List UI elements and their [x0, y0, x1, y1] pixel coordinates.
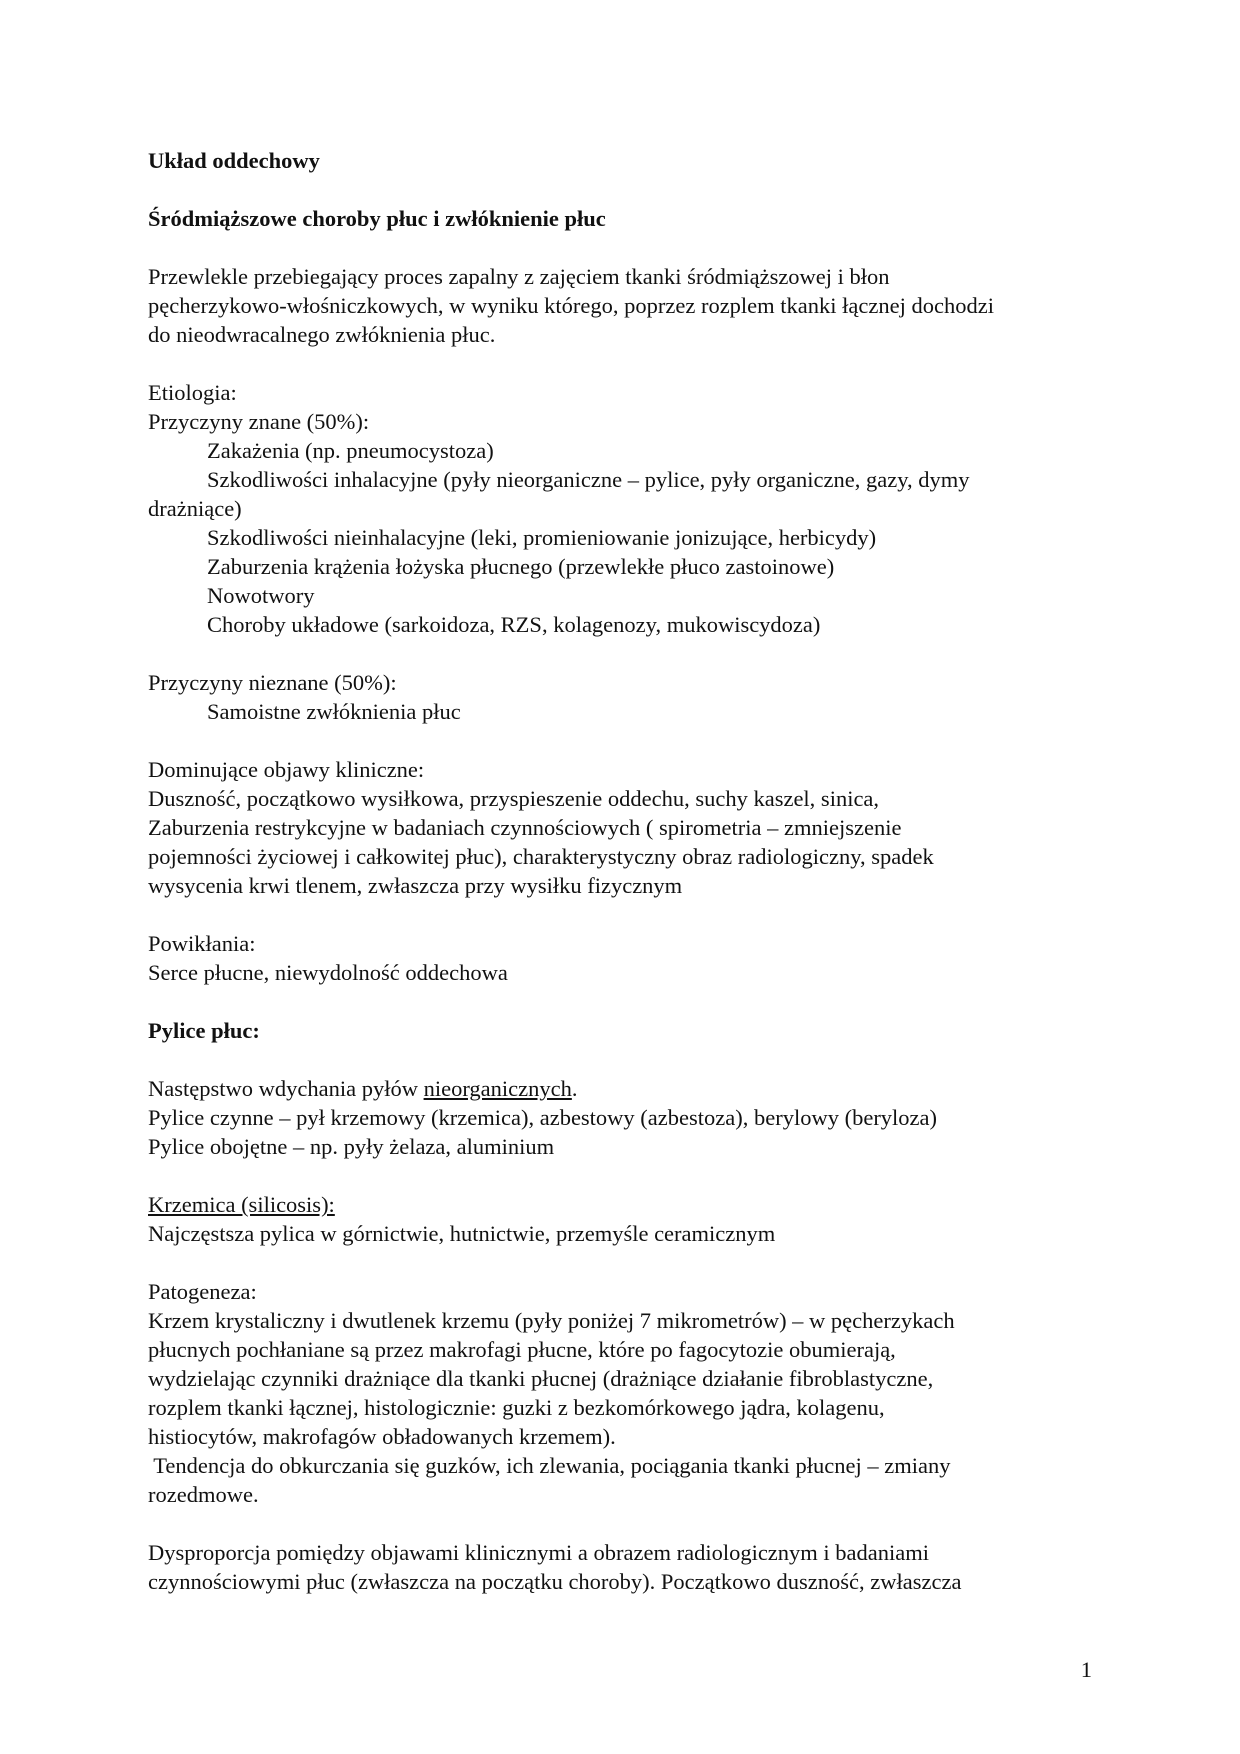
consequence-line [148, 1074, 1098, 1103]
inert-pneumoconioses: Pylice obojętne – np. pyły żelaza, aluminium [148, 1134, 555, 1159]
consequence-suffix: . [571, 1076, 578, 1101]
pathogenesis-line: rozedmowe. [148, 1482, 259, 1507]
symptoms-line: Zaburzenia restrykcyjne w badaniach czynnościowych ( spirometria – zmniejszenie [148, 815, 902, 840]
cause-item: Samoistne zwłóknienia płuc [207, 699, 461, 724]
cause-item: Szkodliwości nieinhalacyjne (leki, promieniowanie jonizujące, herbicydy) [207, 525, 877, 550]
document-title: Układ oddechowy [148, 148, 320, 173]
silicosis-heading: Krzemica (silicosis): [148, 1192, 335, 1217]
document-body [148, 146, 1098, 1596]
known-causes-label: Przyczyny znane (50%): [148, 409, 370, 434]
pathogenesis-line: płucnych pochłaniane są przez makrofagi płucne, które po fagocytozie obumierają, [148, 1337, 896, 1362]
silicosis-text: Najczęstsza pylica w górnictwie, hutnictwie, przemyśle ceramicznym [148, 1221, 776, 1246]
consequence-underlined: nieorganicznych [423, 1076, 572, 1101]
disproportion-line: Dysproporcja pomiędzy objawami klinicznymi a obrazem radiologicznym i badaniami [148, 1540, 930, 1565]
complications-text: Serce płucne, niewydolność oddechowa [148, 960, 508, 985]
definition-line: Przewlekle przebiegający proces zapalny z zajęciem tkanki śródmiąższowej i błon [148, 264, 890, 289]
consequence-prefix: Następstwo wdychania pyłów [148, 1076, 424, 1101]
etiology-label: Etiologia: [148, 380, 237, 405]
section-heading-pneumoconioses: Pylice płuc: [148, 1018, 260, 1043]
pathogenesis-line: rozplem tkanki łącznej, histologicznie: guzki z bezkomórkowego jądra, kolagenu, [148, 1395, 885, 1420]
symptoms-line: wysycenia krwi tlenem, zwłaszcza przy wysiłku fizycznym [148, 873, 683, 898]
cause-item: Zakażenia (np. pneumocystoza) [207, 438, 494, 463]
disproportion-line: czynnościowymi płuc (zwłaszcza na początku choroby). Początkowo duszność, zwłaszcza [148, 1569, 962, 1594]
symptoms-label: Dominujące objawy kliniczne: [148, 757, 425, 782]
pathogenesis-label: Patogeneza: [148, 1279, 257, 1304]
section-heading-interstitial: Śródmiąższowe choroby płuc i zwłóknienie płuc [148, 206, 606, 231]
page-number: 1 [1080, 1657, 1092, 1682]
cause-item: Zaburzenia krążenia łożyska płucnego (przewlekłe płuco zastoinowe) [207, 554, 835, 579]
pathogenesis-line: Tendencja do obkurczania się guzków, ich zlewania, pociągania tkanki płucnej – zmiany [148, 1453, 951, 1478]
cause-item-continuation: drażniące) [148, 496, 242, 521]
definition-line: pęcherzykowo-włośniczkowych, w wyniku którego, poprzez rozplem tkanki łącznej dochodzi [148, 293, 994, 318]
symptoms-line: Duszność, początkowo wysiłkowa, przyspieszenie oddechu, suchy kaszel, sinica, [148, 786, 880, 811]
cause-item: Choroby układowe (sarkoidoza, RZS, kolagenozy, mukowiscydoza) [207, 612, 821, 637]
definition-line: do nieodwracalnego zwłóknienia płuc. [148, 322, 496, 347]
symptoms-line: pojemności życiowej i całkowitej płuc), charakterystyczny obraz radiologiczny, spadek [148, 844, 934, 869]
pathogenesis-line: wydzielając czynniki drażniące dla tkanki płucnej (drażniące działanie fibroblastyczne, [148, 1366, 934, 1391]
active-pneumoconioses: Pylice czynne – pył krzemowy (krzemica), azbestowy (azbestoza), berylowy (beryloza) [148, 1105, 938, 1130]
cause-item: Szkodliwości inhalacyjne (pyły nieorganiczne – pylice, pyły organiczne, gazy, dymy [207, 467, 970, 492]
complications-label: Powikłania: [148, 931, 256, 956]
pathogenesis-line: histiocytów, makrofagów obładowanych krzemem). [148, 1424, 616, 1449]
pathogenesis-line: Krzem krystaliczny i dwutlenek krzemu (pyły poniżej 7 mikrometrów) – w pęcherzykach [148, 1308, 955, 1333]
unknown-causes-label: Przyczyny nieznane (50%): [148, 670, 397, 695]
cause-item: Nowotwory [207, 583, 315, 608]
